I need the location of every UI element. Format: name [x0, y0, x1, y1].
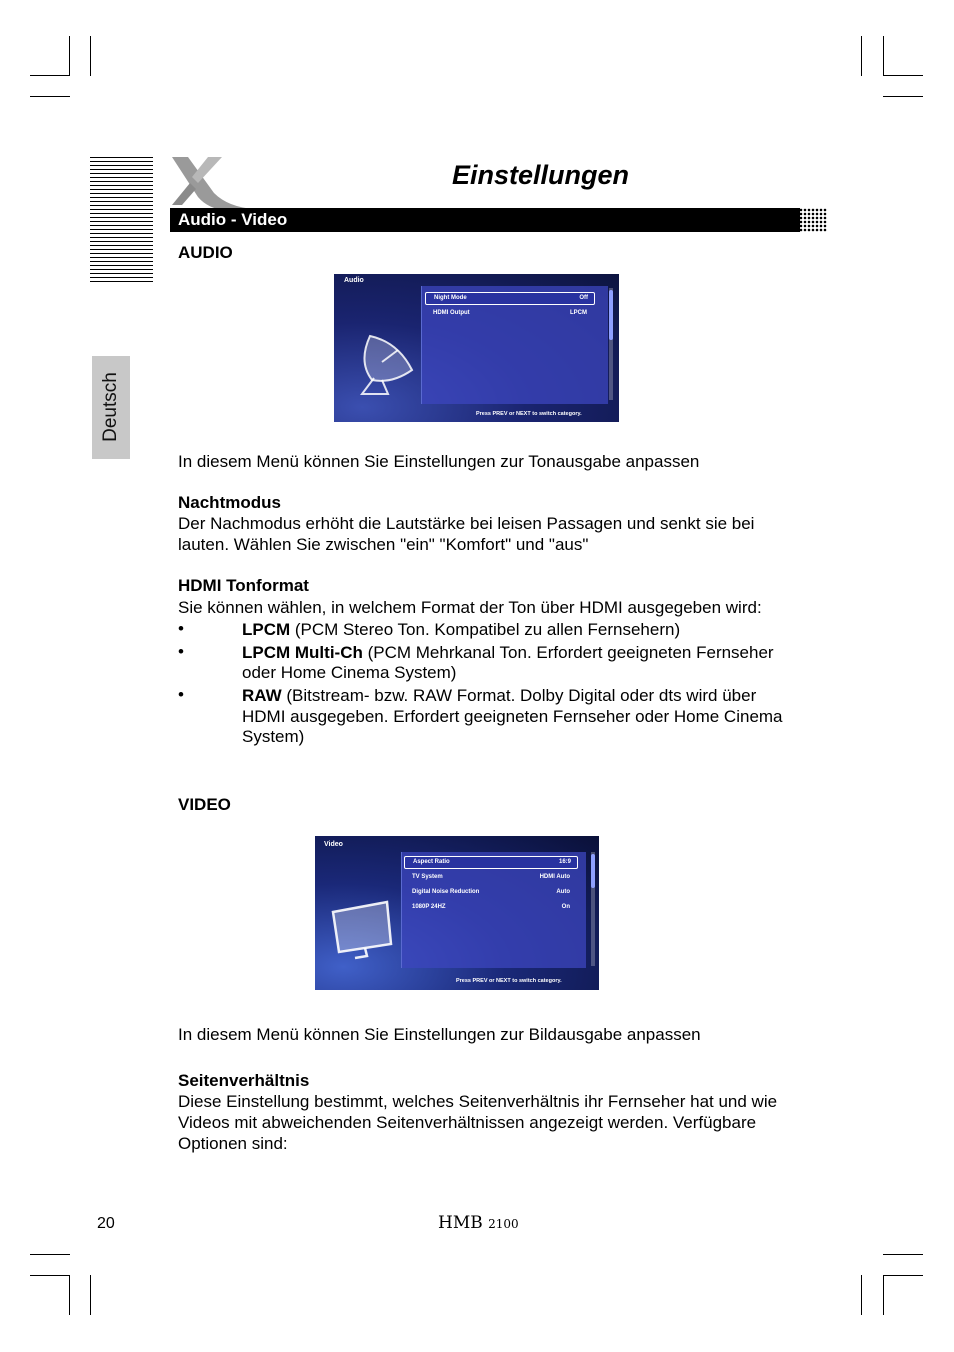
hdmi-heading: HDMI Tonformat — [178, 576, 309, 595]
audio-intro: In diesem Menü können Sie Einstellungen zur Tonausgabe anpassen — [178, 452, 700, 471]
audio-menu-screenshot — [334, 274, 619, 422]
crop-mark — [883, 1275, 884, 1315]
crop-mark — [30, 96, 70, 97]
bullet-item-lpcm-multi: LPCM Multi-Ch (PCM Mehrkanal Ton. Erfordert geeigneten Fernseher — [242, 643, 774, 662]
page-number: 20 — [97, 1215, 115, 1232]
bullet-icon: • — [178, 642, 184, 661]
x-logo-icon — [168, 153, 258, 213]
bullet-item-raw: RAW (Bitstream- bzw. RAW Format. Dolby Digital oder dts wird über — [242, 686, 757, 705]
decorative-stripes — [90, 157, 153, 284]
bullet-item-continuation: oder Home Cinema System) — [242, 663, 457, 682]
bullet-item-continuation: System) — [242, 727, 305, 746]
bullet-icon: • — [178, 619, 184, 638]
crop-mark — [883, 1275, 923, 1276]
audio-heading: AUDIO — [178, 243, 233, 262]
crop-mark — [883, 96, 923, 97]
crop-mark — [883, 75, 923, 76]
section-bar-label: Audio - Video — [178, 210, 288, 229]
night-mode-text-line: Der Nachmodus erhöht die Lautstärke bei leisen Passagen und senkt sie bei — [178, 514, 755, 533]
screen-footer: Press PREV or NEXT to switch category. — [456, 978, 562, 984]
crop-mark — [883, 36, 884, 76]
crop-mark — [90, 36, 91, 76]
language-tab-label: Deutsch — [100, 372, 121, 442]
aspect-heading: Seitenverhältnis — [178, 1071, 310, 1090]
screen-title: Video — [324, 841, 343, 848]
video-heading: VIDEO — [178, 795, 231, 814]
screen-row-noise-reduction: Digital Noise Reduction Auto — [412, 889, 570, 895]
crop-mark — [90, 1275, 91, 1315]
aspect-text-line: Optionen sind: — [178, 1134, 288, 1153]
bullet-item-continuation: HDMI ausgegeben. Erfordert geeigneten Fernseher oder Home Cinema — [242, 707, 783, 726]
page-title: Einstellungen — [452, 160, 630, 190]
screen-scrollbar — [591, 854, 595, 888]
night-mode-text-line: lauten. Wählen Sie zwischen "ein" "Komfort" und "aus" — [178, 535, 589, 554]
screen-row-hdmi-output: HDMI Output LPCM — [433, 310, 587, 316]
screen-footer: Press PREV or NEXT to switch category. — [476, 411, 582, 417]
section-bar-dots — [795, 208, 827, 232]
crop-mark — [69, 36, 70, 76]
screen-scrollbar — [609, 290, 613, 340]
bullet-item-lpcm: LPCM (PCM Stereo Ton. Kompatibel zu allen Fernsehern) — [242, 620, 681, 639]
model-name: HMB 2100 — [438, 1213, 519, 1233]
screen-row-night-mode: Night Mode Off — [425, 292, 595, 305]
screen-row-aspect-ratio: Aspect Ratio 16:9 — [404, 856, 578, 869]
hdmi-text: Sie können wählen, in welchem Format der Ton über HDMI ausgegeben wird: — [178, 598, 762, 617]
night-mode-heading: Nachtmodus — [178, 493, 281, 512]
monitor-icon — [325, 896, 405, 966]
video-menu-screenshot — [315, 836, 599, 990]
crop-mark — [30, 1254, 70, 1255]
crop-mark — [861, 36, 862, 76]
crop-mark — [30, 75, 70, 76]
crop-mark — [883, 1254, 923, 1255]
aspect-text-line: Videos mit abweichenden Seitenverhältnissen angezeigt werden. Verfügbare — [178, 1113, 757, 1132]
screen-title: Audio — [344, 277, 364, 284]
bullet-icon: • — [178, 685, 184, 704]
satellite-dish-icon — [342, 322, 422, 402]
aspect-text-line: Diese Einstellung bestimmt, welches Seitenverhältnis ihr Fernseher hat und wie — [178, 1092, 778, 1111]
screen-row-tv-system: TV System HDMI Auto — [412, 874, 570, 880]
screen-row-1080p: 1080P 24HZ On — [412, 904, 570, 910]
crop-mark — [69, 1275, 70, 1315]
crop-mark — [30, 1275, 70, 1276]
video-intro: In diesem Menü können Sie Einstellungen zur Bildausgabe anpassen — [178, 1025, 701, 1044]
crop-mark — [861, 1275, 862, 1315]
